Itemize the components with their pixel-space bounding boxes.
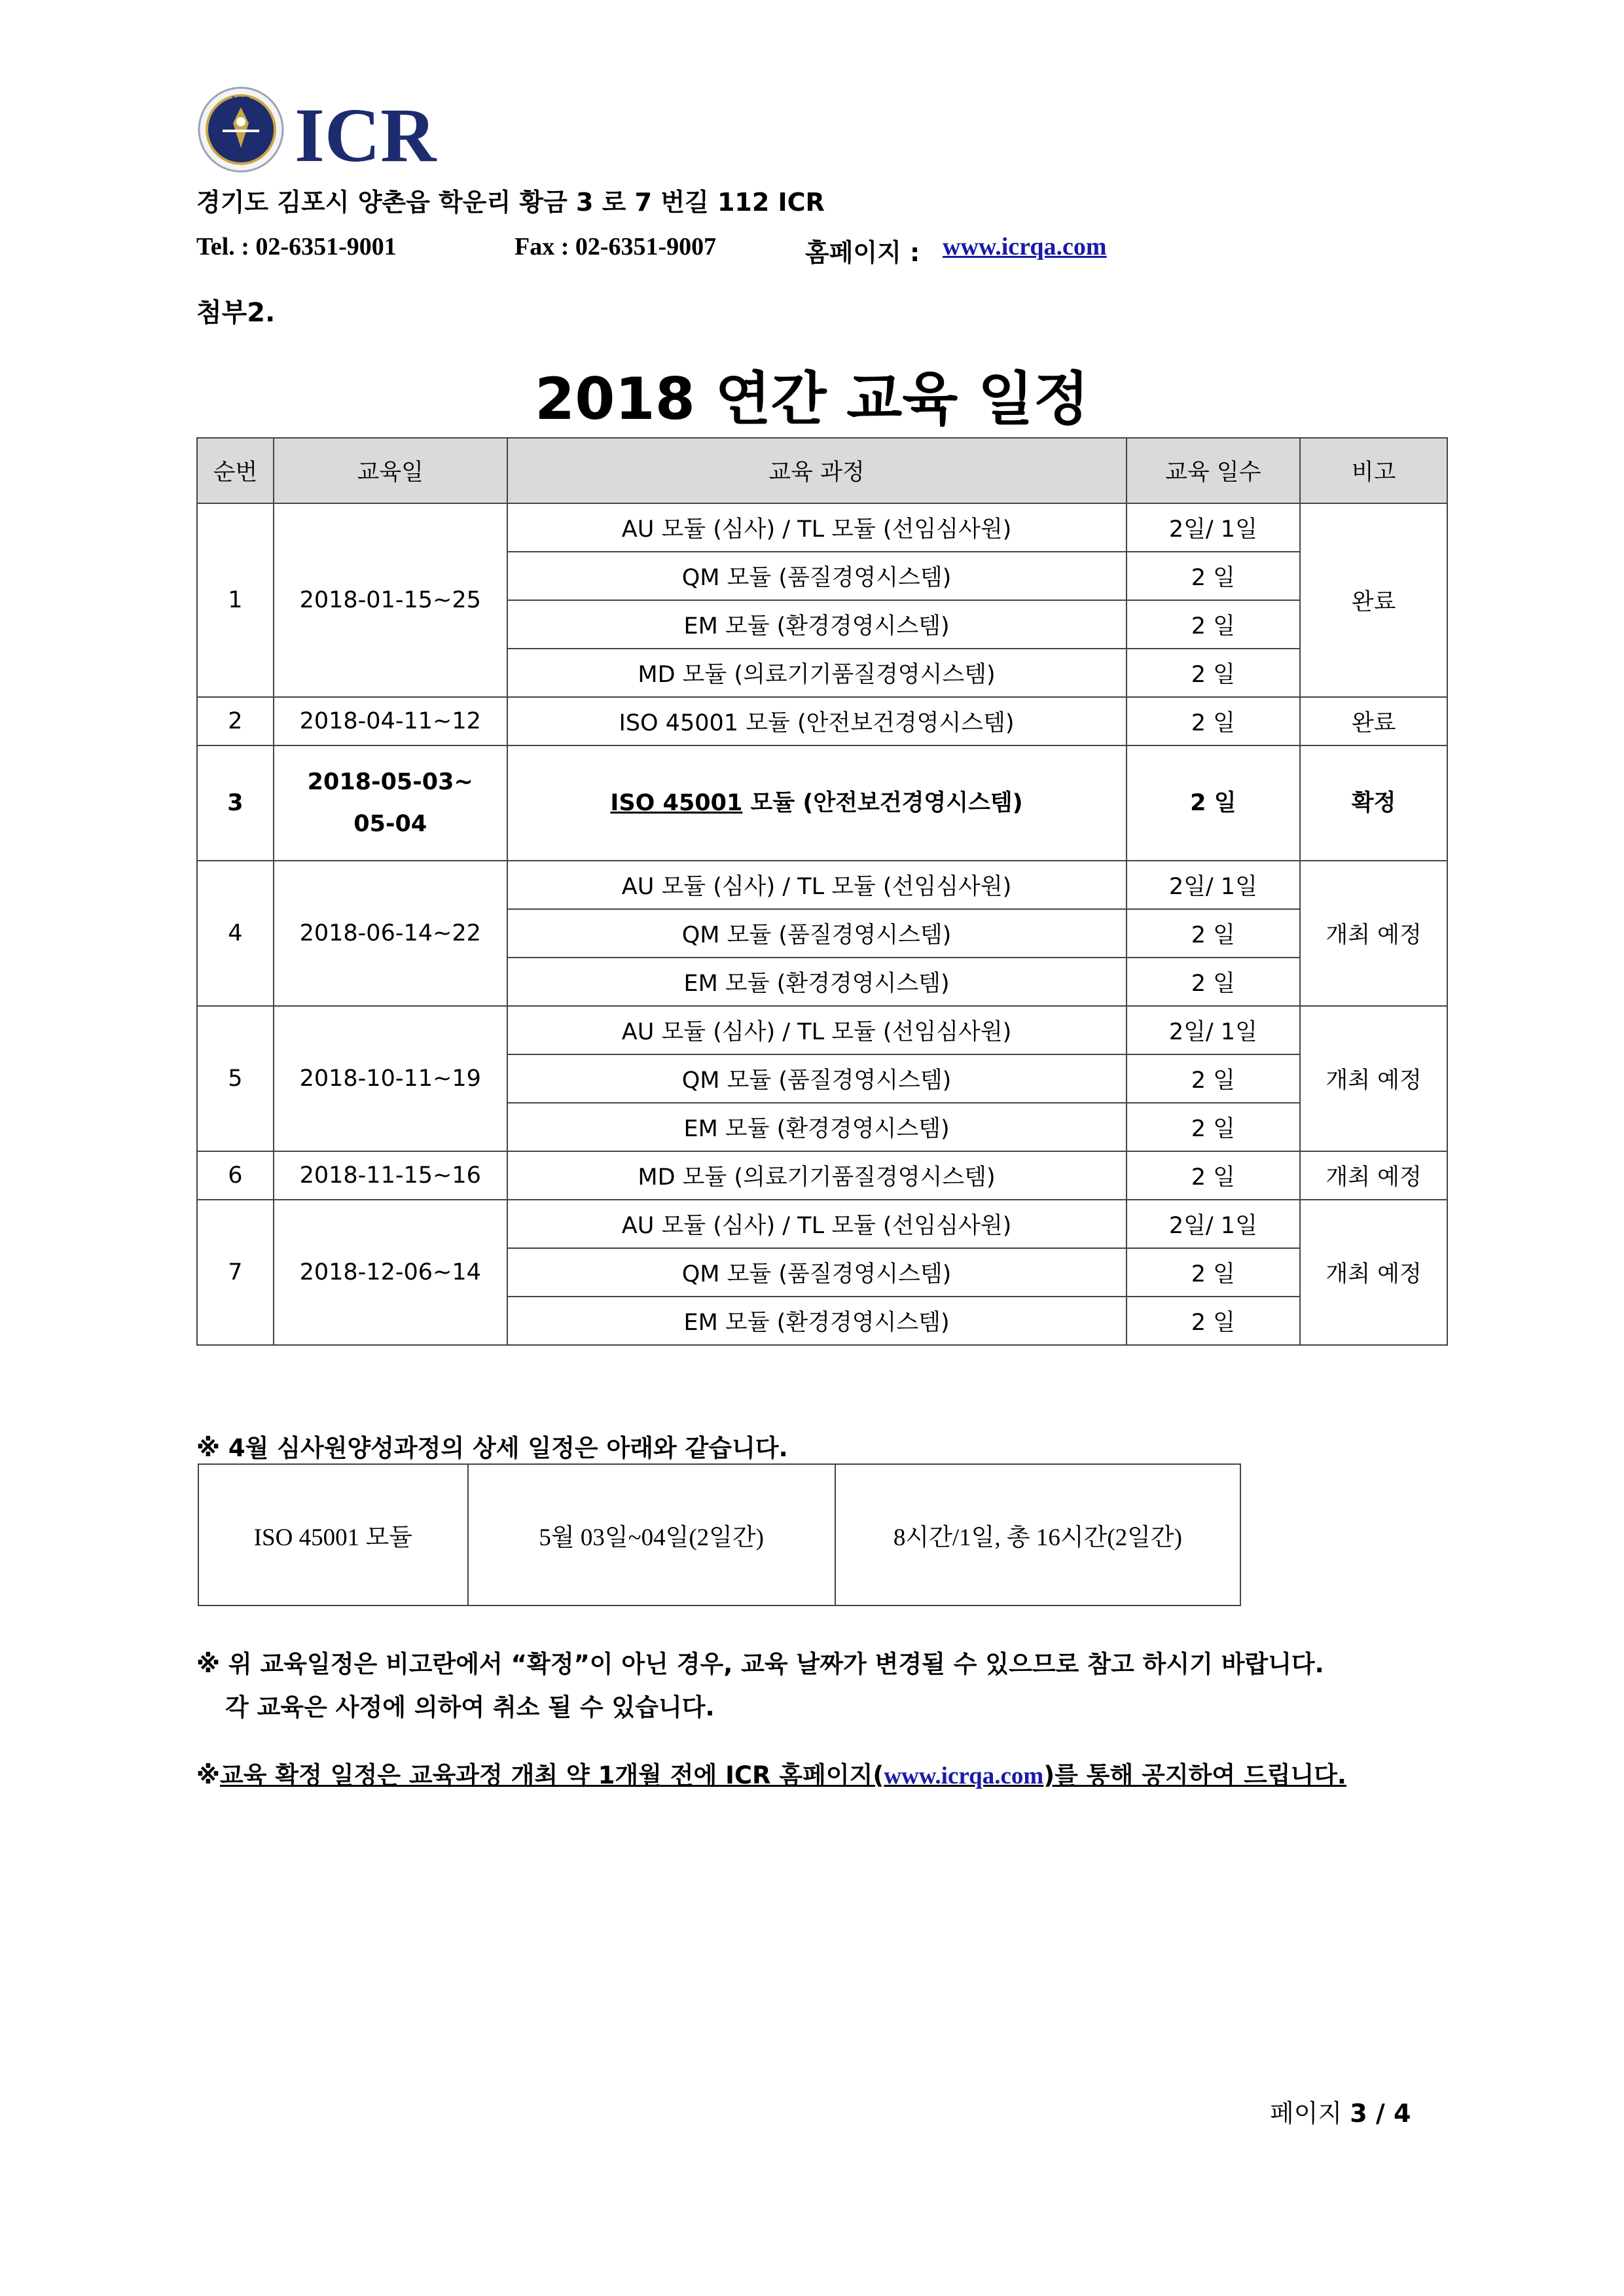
row-course: EM 모듈 (환경경영시스템) [507,1297,1127,1345]
company-address: 경기도 김포시 양촌읍 학운리 황금 3 로 7 번길 112 ICR [196,188,825,217]
row-days: 2 일 [1127,1103,1301,1151]
row-remark: 개최 예정 [1300,1200,1447,1345]
row-no: 3 [197,745,274,861]
svg-text:ICR: ICR [231,95,251,106]
row-days: 2일/ 1일 [1127,861,1301,909]
fax-number: Fax : 02-6351-9007 [514,233,717,260]
row-no: 2 [197,697,274,745]
header-no: 순번 [197,438,274,503]
row-days: 2일/ 1일 [1127,1200,1301,1248]
homepage-link[interactable]: www.icrqa.com [943,233,1107,260]
row-course: AU 모듈 (심사) / TL 모듈 (선임심사원) [507,1006,1127,1054]
row-date [274,745,507,861]
row-days: 2 일 [1127,697,1301,745]
row-remark: 개최 예정 [1300,1151,1447,1200]
table-row [197,1006,1447,1054]
header-remark: 비고 [1300,438,1447,503]
table-row [197,745,1447,861]
row-date: 2018-04-11~12 [274,697,507,745]
announce-notice [196,1755,1346,1791]
page-count: 3 / 4 [1350,2099,1411,2128]
row-date: 2018-11-15~16 [274,1151,507,1200]
row-days: 2 일 [1127,600,1301,649]
row-course: ISO 45001 모듈 (안전보건경영시스템) [507,697,1127,745]
table-row [197,861,1447,909]
row-date: 2018-06-14~22 [274,861,507,1006]
header-course: 교육 과정 [507,438,1127,503]
row-course: QM 모듈 (품질경영시스템) [507,1248,1127,1297]
row-course: AU 모듈 (심사) / TL 모듈 (선임심사원) [507,861,1127,909]
table-row [197,1200,1447,1248]
row-course: QM 모듈 (품질경영시스템) [507,552,1127,600]
row-no: 4 [197,861,274,1006]
row-date: 2018-01-15~25 [274,503,507,697]
row-course-rest: 모듈 (안전보건경영시스템) [742,790,1023,816]
announce-main: 교육 확정 일정은 교육과정 개최 약 1개월 전에 ICR 홈페이지( [219,1761,884,1789]
row-course: EM 모듈 (환경경영시스템) [507,958,1127,1006]
row-remark: 완료 [1300,503,1447,697]
row-course: AU 모듈 (심사) / TL 모듈 (선임심사원) [507,503,1127,552]
schedule-table [196,437,1448,1346]
icr-logo [196,84,471,175]
change-notice-line2: 각 교육은 사정에 의하여 취소 될 수 있습니다. [225,1693,715,1721]
row-remark: 개최 예정 [1300,861,1447,1006]
row-no: 6 [197,1151,274,1200]
row-course: MD 모듈 (의료기기품질경영시스템) [507,649,1127,697]
table-row [197,1151,1447,1200]
row-days: 2 일 [1127,745,1301,861]
row-date: 2018-10-11~19 [274,1006,507,1151]
row-days: 2 일 [1127,649,1301,697]
row-days: 2 일 [1127,552,1301,600]
table-row [197,503,1447,552]
row-days: 2 일 [1127,1248,1301,1297]
page-title: 2018 연간 교육 일정 [535,365,1089,433]
row-days: 2 일 [1127,909,1301,958]
announce-prefix: ※ [196,1761,220,1789]
change-notice [196,1643,1324,1729]
announce-link[interactable]: www.icrqa.com [884,1763,1044,1789]
detail-dates: 5월 03일~04일(2일간) [468,1464,835,1605]
row-days: 2 일 [1127,1151,1301,1200]
page-number [1270,2093,1411,2129]
row-course-iso: ISO 45001 [610,790,743,816]
attachment-label: 첨부2. [196,298,276,328]
detail-note: ※ 4월 심사원양성과정의 상세 일정은 아래와 같습니다. [196,1434,788,1462]
row-date-line2: 05-04 [353,811,427,837]
row-course [507,745,1127,861]
row-date: 2018-12-06~14 [274,1200,507,1345]
table-row [197,697,1447,745]
detail-table [198,1463,1241,1606]
row-days: 2 일 [1127,1297,1301,1345]
change-notice-line1: ※ 위 교육일정은 비고란에서 “확정”이 아닌 경우, 교육 날짜가 변경될 수 있으므로 참고 하시기 바랍니다. [196,1650,1324,1678]
announce-suffix: )를 통해 공지하여 드립니다. [1043,1761,1346,1789]
row-remark: 확정 [1300,745,1447,861]
homepage-label: 홈페이지 : [805,238,920,267]
row-date-line1: 2018-05-03~ [307,769,473,795]
header-date: 교육일 [274,438,507,503]
header-days: 교육 일수 [1127,438,1301,503]
row-course: MD 모듈 (의료기기품질경영시스템) [507,1151,1127,1200]
row-days: 2 일 [1127,958,1301,1006]
row-course: AU 모듈 (심사) / TL 모듈 (선임심사원) [507,1200,1127,1248]
row-course: EM 모듈 (환경경영시스템) [507,600,1127,649]
row-remark: 개최 예정 [1300,1006,1447,1151]
table-row [198,1464,1240,1605]
detail-module: ISO 45001 모듈 [198,1464,468,1605]
page-label: 페이지 [1270,2099,1343,2128]
row-days: 2일/ 1일 [1127,503,1301,552]
detail-hours: 8시간/1일, 총 16시간(2일간) [835,1464,1240,1605]
row-course: QM 모듈 (품질경영시스템) [507,1054,1127,1103]
row-no: 7 [197,1200,274,1345]
row-course: EM 모듈 (환경경영시스템) [507,1103,1127,1151]
row-remark: 완료 [1300,697,1447,745]
row-days: 2일/ 1일 [1127,1006,1301,1054]
svg-text:ICR: ICR [295,92,437,175]
row-days: 2 일 [1127,1054,1301,1103]
row-course: QM 모듈 (품질경영시스템) [507,909,1127,958]
row-no: 1 [197,503,274,697]
tel-number: Tel. : 02-6351-9001 [196,233,397,260]
row-no: 5 [197,1006,274,1151]
table-header-row [197,438,1447,503]
